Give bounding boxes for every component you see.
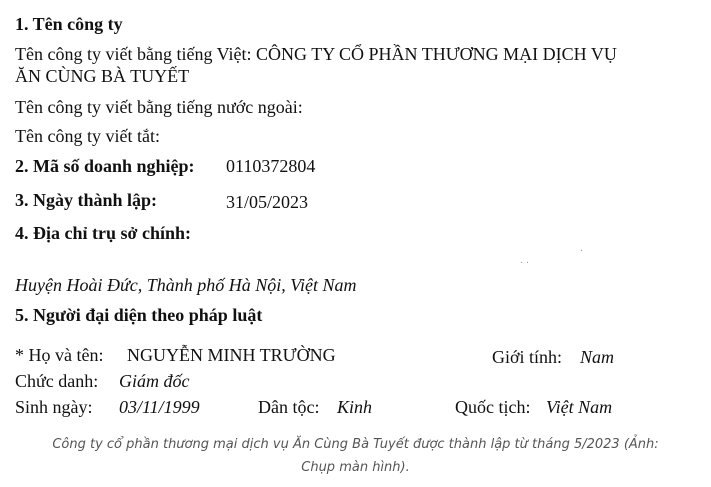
gender-label: Giới tính: [492, 347, 563, 367]
short-name-label: Tên công ty viết tắt: [15, 126, 160, 146]
viet-name-value: CÔNG TY CỔ PHẦN THƯƠNG MẠI DỊCH VỤ [256, 44, 617, 64]
caption-line1: Công ty cổ phần thương mại dịch vụ Ăn Cùng Bà Tuyết được thành lập từ tháng 5/2023 (Ảnh: [52, 437, 659, 452]
rep-name-label: * Họ và tên: [15, 345, 104, 365]
section2-heading: 2. Mã số doanh nghiệp: [15, 156, 195, 176]
section1-heading: 1. Tên công ty [15, 14, 123, 34]
nationality-label: Quốc tịch: [455, 397, 531, 417]
dob-value: 03/11/1999 [119, 397, 200, 417]
viet-name-label: Tên công ty viết bằng tiếng Việt: [15, 44, 252, 64]
image-caption [0, 433, 711, 479]
caption-line2: Chụp màn hình). [301, 460, 410, 475]
nationality-value: Việt Nam [546, 397, 613, 417]
title-value: Giám đốc [119, 371, 190, 391]
viet-name-value-line2: ĂN CÙNG BÀ TUYẾT [15, 66, 190, 86]
rep-name-value: NGUYỄN MINH TRƯỜNG [127, 345, 336, 365]
redaction-mark: · · [520, 258, 530, 269]
address-value: Huyện Hoài Đức, Thành phố Hà Nội, Việt Nam [15, 275, 357, 295]
founding-date-value: 31/05/2023 [226, 192, 309, 212]
ethnic-value: Kinh [337, 397, 373, 417]
section4-heading: 4. Địa chỉ trụ sở chính: [15, 223, 191, 243]
redaction-mark: · [580, 246, 584, 257]
enterprise-code-value: 0110372804 [226, 156, 316, 176]
ethnic-label: Dân tộc: [258, 397, 320, 417]
dob-label: Sinh ngày: [15, 397, 93, 417]
viet-name-row [15, 43, 617, 65]
section5-heading: 5. Người đại diện theo pháp luật [15, 305, 263, 325]
foreign-name-label: Tên công ty viết bằng tiếng nước ngoài: [15, 97, 303, 117]
gender-value: Nam [580, 347, 615, 367]
title-label: Chức danh: [15, 371, 99, 391]
section3-heading: 3. Ngày thành lập: [15, 190, 158, 210]
